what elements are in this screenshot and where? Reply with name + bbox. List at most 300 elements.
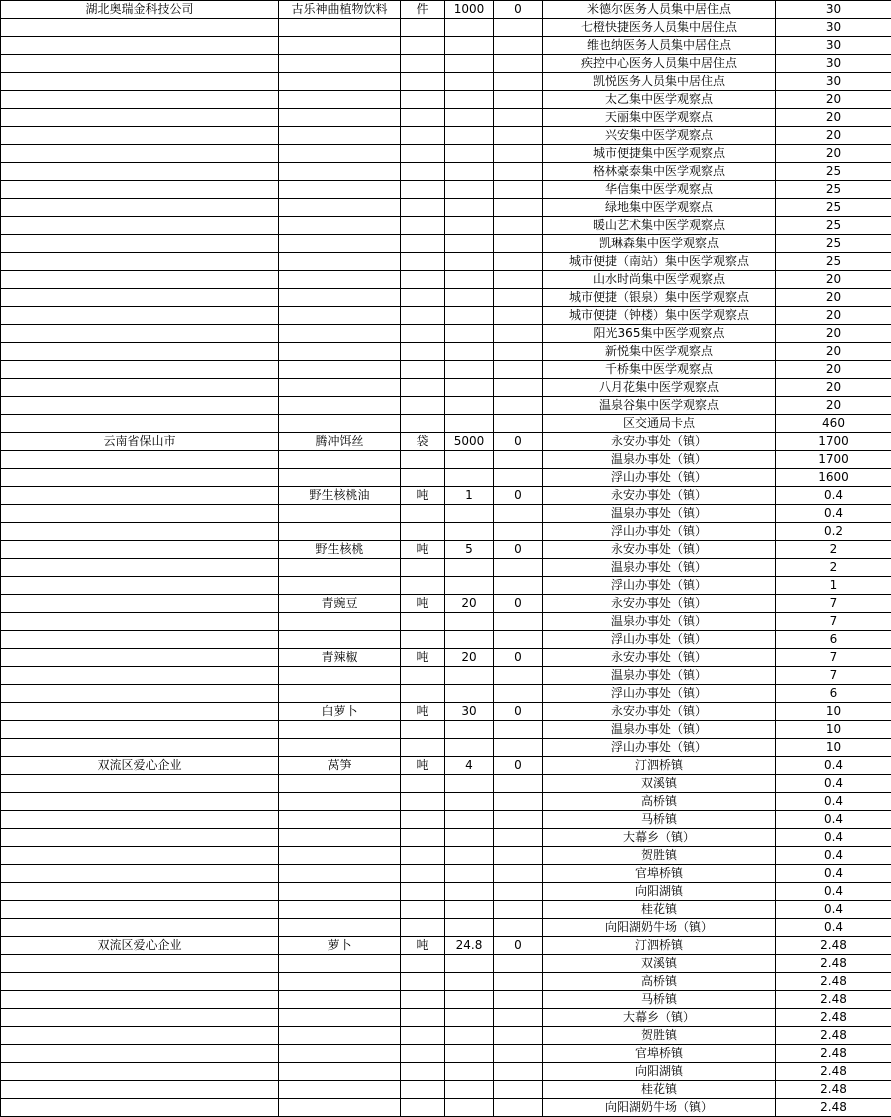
table-row (1, 775, 891, 793)
quantity-cell (445, 307, 494, 325)
allocated-cell: 0.4 (776, 865, 891, 883)
quantity-cell (445, 1045, 494, 1063)
item-cell (279, 163, 401, 181)
unit-cell (401, 577, 445, 595)
item-cell (279, 361, 401, 379)
table-row (1, 55, 891, 73)
recipient-cell: 温泉办事处（镇） (543, 451, 776, 469)
quantity-cell (445, 793, 494, 811)
quantity-cell (445, 865, 494, 883)
donor-cell (1, 1027, 279, 1045)
unit-cell (401, 523, 445, 541)
recipient-cell: 汀泗桥镇 (543, 757, 776, 775)
table-row (1, 937, 891, 955)
amount-cell (494, 1027, 543, 1045)
unit-cell: 件 (401, 1, 445, 19)
allocated-cell: 0.2 (776, 523, 891, 541)
allocated-cell: 2.48 (776, 1045, 891, 1063)
recipient-cell: 兴安集中医学观察点 (543, 127, 776, 145)
unit-cell (401, 739, 445, 757)
amount-cell (494, 19, 543, 37)
recipient-cell: 区交通局卡点 (543, 415, 776, 433)
unit-cell: 吨 (401, 487, 445, 505)
unit-cell (401, 145, 445, 163)
donor-cell (1, 811, 279, 829)
recipient-cell: 高桥镇 (543, 793, 776, 811)
item-cell (279, 91, 401, 109)
amount-cell: 0 (494, 541, 543, 559)
donor-cell (1, 415, 279, 433)
donor-cell (1, 55, 279, 73)
quantity-cell (445, 523, 494, 541)
allocated-cell: 7 (776, 595, 891, 613)
recipient-cell: 永安办事处（镇） (543, 487, 776, 505)
table-row (1, 145, 891, 163)
item-cell (279, 37, 401, 55)
allocated-cell: 10 (776, 739, 891, 757)
allocated-cell: 20 (776, 343, 891, 361)
donor-cell (1, 631, 279, 649)
quantity-cell (445, 127, 494, 145)
recipient-cell: 汀泗桥镇 (543, 937, 776, 955)
table-row (1, 325, 891, 343)
amount-cell: 0 (494, 487, 543, 505)
table-row (1, 415, 891, 433)
quantity-cell (445, 1009, 494, 1027)
amount-cell (494, 307, 543, 325)
item-cell (279, 721, 401, 739)
unit-cell (401, 55, 445, 73)
amount-cell (494, 775, 543, 793)
recipient-cell: 绿地集中医学观察点 (543, 199, 776, 217)
allocated-cell: 20 (776, 271, 891, 289)
item-cell (279, 379, 401, 397)
table-row (1, 883, 891, 901)
amount-cell: 0 (494, 433, 543, 451)
item-cell (279, 667, 401, 685)
unit-cell (401, 775, 445, 793)
donor-cell (1, 775, 279, 793)
quantity-cell (445, 721, 494, 739)
amount-cell (494, 217, 543, 235)
table-row (1, 1063, 891, 1081)
allocated-cell: 0.4 (776, 793, 891, 811)
quantity-cell (445, 397, 494, 415)
amount-cell (494, 811, 543, 829)
donor-cell (1, 649, 279, 667)
donor-cell (1, 1081, 279, 1099)
donor-cell (1, 901, 279, 919)
donor-cell (1, 667, 279, 685)
table-row (1, 19, 891, 37)
amount-cell (494, 613, 543, 631)
table-row (1, 271, 891, 289)
table-row (1, 631, 891, 649)
table-row (1, 919, 891, 937)
donor-cell (1, 865, 279, 883)
donor-cell (1, 109, 279, 127)
recipient-cell: 华信集中医学观察点 (543, 181, 776, 199)
item-cell (279, 919, 401, 937)
donor-cell (1, 595, 279, 613)
table-row (1, 505, 891, 523)
unit-cell: 吨 (401, 703, 445, 721)
donor-cell (1, 37, 279, 55)
donor-cell (1, 343, 279, 361)
item-cell (279, 235, 401, 253)
recipient-cell: 新悦集中医学观察点 (543, 343, 776, 361)
quantity-cell (445, 145, 494, 163)
quantity-cell (445, 1063, 494, 1081)
recipient-cell: 桂花镇 (543, 901, 776, 919)
item-cell (279, 1009, 401, 1027)
table-row (1, 667, 891, 685)
item-cell (279, 523, 401, 541)
quantity-cell: 20 (445, 649, 494, 667)
allocated-cell: 20 (776, 91, 891, 109)
table-row (1, 181, 891, 199)
amount-cell (494, 865, 543, 883)
table-row (1, 523, 891, 541)
unit-cell (401, 559, 445, 577)
table-row (1, 289, 891, 307)
donor-cell (1, 19, 279, 37)
recipient-cell: 马桥镇 (543, 991, 776, 1009)
item-cell (279, 1081, 401, 1099)
item-cell (279, 253, 401, 271)
item-cell (279, 793, 401, 811)
unit-cell (401, 325, 445, 343)
donor-cell (1, 199, 279, 217)
donor-cell (1, 487, 279, 505)
allocated-cell: 25 (776, 163, 891, 181)
amount-cell (494, 523, 543, 541)
recipient-cell: 永安办事处（镇） (543, 541, 776, 559)
recipient-cell: 城市便捷集中医学观察点 (543, 145, 776, 163)
quantity-cell: 24.8 (445, 937, 494, 955)
quantity-cell (445, 613, 494, 631)
donor-cell (1, 829, 279, 847)
donor-cell (1, 613, 279, 631)
allocated-cell: 2.48 (776, 955, 891, 973)
recipient-cell: 永安办事处（镇） (543, 703, 776, 721)
table-row (1, 433, 891, 451)
quantity-cell (445, 109, 494, 127)
item-cell (279, 127, 401, 145)
amount-cell (494, 505, 543, 523)
quantity-cell (445, 289, 494, 307)
donor-cell (1, 361, 279, 379)
quantity-cell (445, 739, 494, 757)
unit-cell (401, 37, 445, 55)
amount-cell (494, 973, 543, 991)
table-row (1, 1099, 891, 1117)
recipient-cell: 向阳湖镇 (543, 883, 776, 901)
donor-cell (1, 325, 279, 343)
quantity-cell (445, 1081, 494, 1099)
item-cell (279, 109, 401, 127)
donor-cell: 双流区爱心企业 (1, 937, 279, 955)
item-cell (279, 55, 401, 73)
recipient-cell: 浮山办事处（镇） (543, 685, 776, 703)
unit-cell (401, 451, 445, 469)
allocated-cell: 2.48 (776, 937, 891, 955)
unit-cell (401, 91, 445, 109)
recipient-cell: 温泉办事处（镇） (543, 667, 776, 685)
allocated-cell: 30 (776, 1, 891, 19)
table-row (1, 217, 891, 235)
allocated-cell: 2.48 (776, 1081, 891, 1099)
quantity-cell (445, 847, 494, 865)
item-cell: 野生核桃 (279, 541, 401, 559)
unit-cell: 吨 (401, 757, 445, 775)
donor-cell (1, 919, 279, 937)
amount-cell (494, 559, 543, 577)
table-row (1, 163, 891, 181)
table-row (1, 901, 891, 919)
amount-cell (494, 577, 543, 595)
item-cell: 古乐神曲植物饮料 (279, 1, 401, 19)
table-row (1, 649, 891, 667)
item-cell: 腾冲饵丝 (279, 433, 401, 451)
unit-cell (401, 109, 445, 127)
recipient-cell: 城市便捷（南站）集中医学观察点 (543, 253, 776, 271)
item-cell: 白萝卜 (279, 703, 401, 721)
item-cell (279, 451, 401, 469)
table-row (1, 541, 891, 559)
item-cell (279, 505, 401, 523)
recipient-cell: 双溪镇 (543, 955, 776, 973)
recipient-cell: 维也纳医务人员集中居住点 (543, 37, 776, 55)
allocated-cell: 20 (776, 145, 891, 163)
unit-cell (401, 505, 445, 523)
quantity-cell (445, 667, 494, 685)
amount-cell: 0 (494, 649, 543, 667)
allocated-cell: 1700 (776, 433, 891, 451)
unit-cell (401, 883, 445, 901)
recipient-cell: 疾控中心医务人员集中居住点 (543, 55, 776, 73)
donor-cell (1, 73, 279, 91)
table-row (1, 1045, 891, 1063)
amount-cell (494, 289, 543, 307)
donor-cell (1, 127, 279, 145)
recipient-cell: 向阳湖镇 (543, 1063, 776, 1081)
unit-cell (401, 361, 445, 379)
item-cell (279, 325, 401, 343)
table-row (1, 91, 891, 109)
quantity-cell (445, 181, 494, 199)
quantity-cell: 20 (445, 595, 494, 613)
quantity-cell (445, 775, 494, 793)
allocated-cell: 10 (776, 703, 891, 721)
recipient-cell: 山水时尚集中医学观察点 (543, 271, 776, 289)
amount-cell (494, 1009, 543, 1027)
quantity-cell (445, 469, 494, 487)
item-cell (279, 1045, 401, 1063)
unit-cell (401, 163, 445, 181)
quantity-cell (445, 505, 494, 523)
allocated-cell: 25 (776, 181, 891, 199)
allocated-cell: 0.4 (776, 829, 891, 847)
item-cell (279, 1027, 401, 1045)
item-cell (279, 685, 401, 703)
unit-cell (401, 829, 445, 847)
recipient-cell: 永安办事处（镇） (543, 595, 776, 613)
amount-cell (494, 253, 543, 271)
recipient-cell: 浮山办事处（镇） (543, 631, 776, 649)
allocated-cell: 2.48 (776, 973, 891, 991)
item-cell (279, 343, 401, 361)
recipient-cell: 城市便捷（银泉）集中医学观察点 (543, 289, 776, 307)
quantity-cell: 5 (445, 541, 494, 559)
quantity-cell (445, 1027, 494, 1045)
quantity-cell (445, 253, 494, 271)
donor-cell (1, 397, 279, 415)
item-cell (279, 991, 401, 1009)
table-row (1, 739, 891, 757)
unit-cell (401, 271, 445, 289)
allocated-cell: 2.48 (776, 991, 891, 1009)
quantity-cell (445, 1099, 494, 1117)
allocated-cell: 20 (776, 109, 891, 127)
item-cell (279, 847, 401, 865)
amount-cell (494, 163, 543, 181)
recipient-cell: 温泉谷集中医学观察点 (543, 397, 776, 415)
amount-cell (494, 37, 543, 55)
unit-cell (401, 127, 445, 145)
item-cell (279, 469, 401, 487)
unit-cell (401, 973, 445, 991)
table-row (1, 109, 891, 127)
allocated-cell: 2.48 (776, 1009, 891, 1027)
item-cell (279, 73, 401, 91)
allocated-cell: 25 (776, 253, 891, 271)
recipient-cell: 向阳湖奶牛场（镇） (543, 919, 776, 937)
item-cell (279, 1099, 401, 1117)
amount-cell (494, 1099, 543, 1117)
item-cell (279, 829, 401, 847)
amount-cell (494, 739, 543, 757)
allocated-cell: 25 (776, 217, 891, 235)
item-cell (279, 397, 401, 415)
allocated-cell: 7 (776, 667, 891, 685)
allocated-cell: 2.48 (776, 1063, 891, 1081)
quantity-cell (445, 973, 494, 991)
quantity-cell (445, 343, 494, 361)
unit-cell (401, 1099, 445, 1117)
amount-cell (494, 901, 543, 919)
donor-cell (1, 523, 279, 541)
amount-cell (494, 721, 543, 739)
table-row (1, 379, 891, 397)
table-row (1, 577, 891, 595)
recipient-cell: 永安办事处（镇） (543, 433, 776, 451)
item-cell (279, 1063, 401, 1081)
table-row (1, 397, 891, 415)
amount-cell: 0 (494, 703, 543, 721)
amount-cell (494, 343, 543, 361)
recipient-cell: 温泉办事处（镇） (543, 721, 776, 739)
unit-cell (401, 19, 445, 37)
donor-cell (1, 559, 279, 577)
quantity-cell (445, 19, 494, 37)
recipient-cell: 浮山办事处（镇） (543, 577, 776, 595)
allocated-cell: 2.48 (776, 1099, 891, 1117)
recipient-cell: 温泉办事处（镇） (543, 559, 776, 577)
donor-cell (1, 1099, 279, 1117)
quantity-cell (445, 361, 494, 379)
allocated-cell: 30 (776, 37, 891, 55)
table-row (1, 991, 891, 1009)
recipient-cell: 城市便捷（钟楼）集中医学观察点 (543, 307, 776, 325)
recipient-cell: 高桥镇 (543, 973, 776, 991)
amount-cell (494, 829, 543, 847)
item-cell (279, 19, 401, 37)
donor-cell (1, 1063, 279, 1081)
quantity-cell (445, 91, 494, 109)
quantity-cell (445, 451, 494, 469)
allocated-cell: 1700 (776, 451, 891, 469)
quantity-cell: 4 (445, 757, 494, 775)
unit-cell (401, 1045, 445, 1063)
table-row (1, 1, 891, 19)
recipient-cell: 太乙集中医学观察点 (543, 91, 776, 109)
amount-cell (494, 145, 543, 163)
recipient-cell: 大幕乡（镇） (543, 1009, 776, 1027)
unit-cell (401, 613, 445, 631)
amount-cell: 0 (494, 595, 543, 613)
quantity-cell (445, 415, 494, 433)
recipient-cell: 八月花集中医学观察点 (543, 379, 776, 397)
donor-cell (1, 163, 279, 181)
allocated-cell: 20 (776, 127, 891, 145)
item-cell (279, 955, 401, 973)
amount-cell (494, 793, 543, 811)
recipient-cell: 暖山艺术集中医学观察点 (543, 217, 776, 235)
amount-cell (494, 685, 543, 703)
item-cell (279, 613, 401, 631)
quantity-cell (445, 685, 494, 703)
unit-cell (401, 1063, 445, 1081)
unit-cell (401, 793, 445, 811)
unit-cell (401, 631, 445, 649)
unit-cell (401, 991, 445, 1009)
amount-cell (494, 199, 543, 217)
donor-cell (1, 451, 279, 469)
allocated-cell: 20 (776, 379, 891, 397)
recipient-cell: 贺胜镇 (543, 847, 776, 865)
table-row (1, 343, 891, 361)
table-row (1, 73, 891, 91)
table-row (1, 127, 891, 145)
item-cell (279, 145, 401, 163)
donor-cell (1, 721, 279, 739)
amount-cell (494, 847, 543, 865)
amount-cell (494, 397, 543, 415)
recipient-cell: 浮山办事处（镇） (543, 739, 776, 757)
donor-cell (1, 91, 279, 109)
amount-cell: 0 (494, 757, 543, 775)
donor-cell (1, 883, 279, 901)
recipient-cell: 马桥镇 (543, 811, 776, 829)
item-cell (279, 775, 401, 793)
quantity-cell (445, 829, 494, 847)
item-cell: 青辣椒 (279, 649, 401, 667)
quantity-cell (445, 163, 494, 181)
donor-cell (1, 973, 279, 991)
unit-cell (401, 73, 445, 91)
unit-cell (401, 1081, 445, 1099)
